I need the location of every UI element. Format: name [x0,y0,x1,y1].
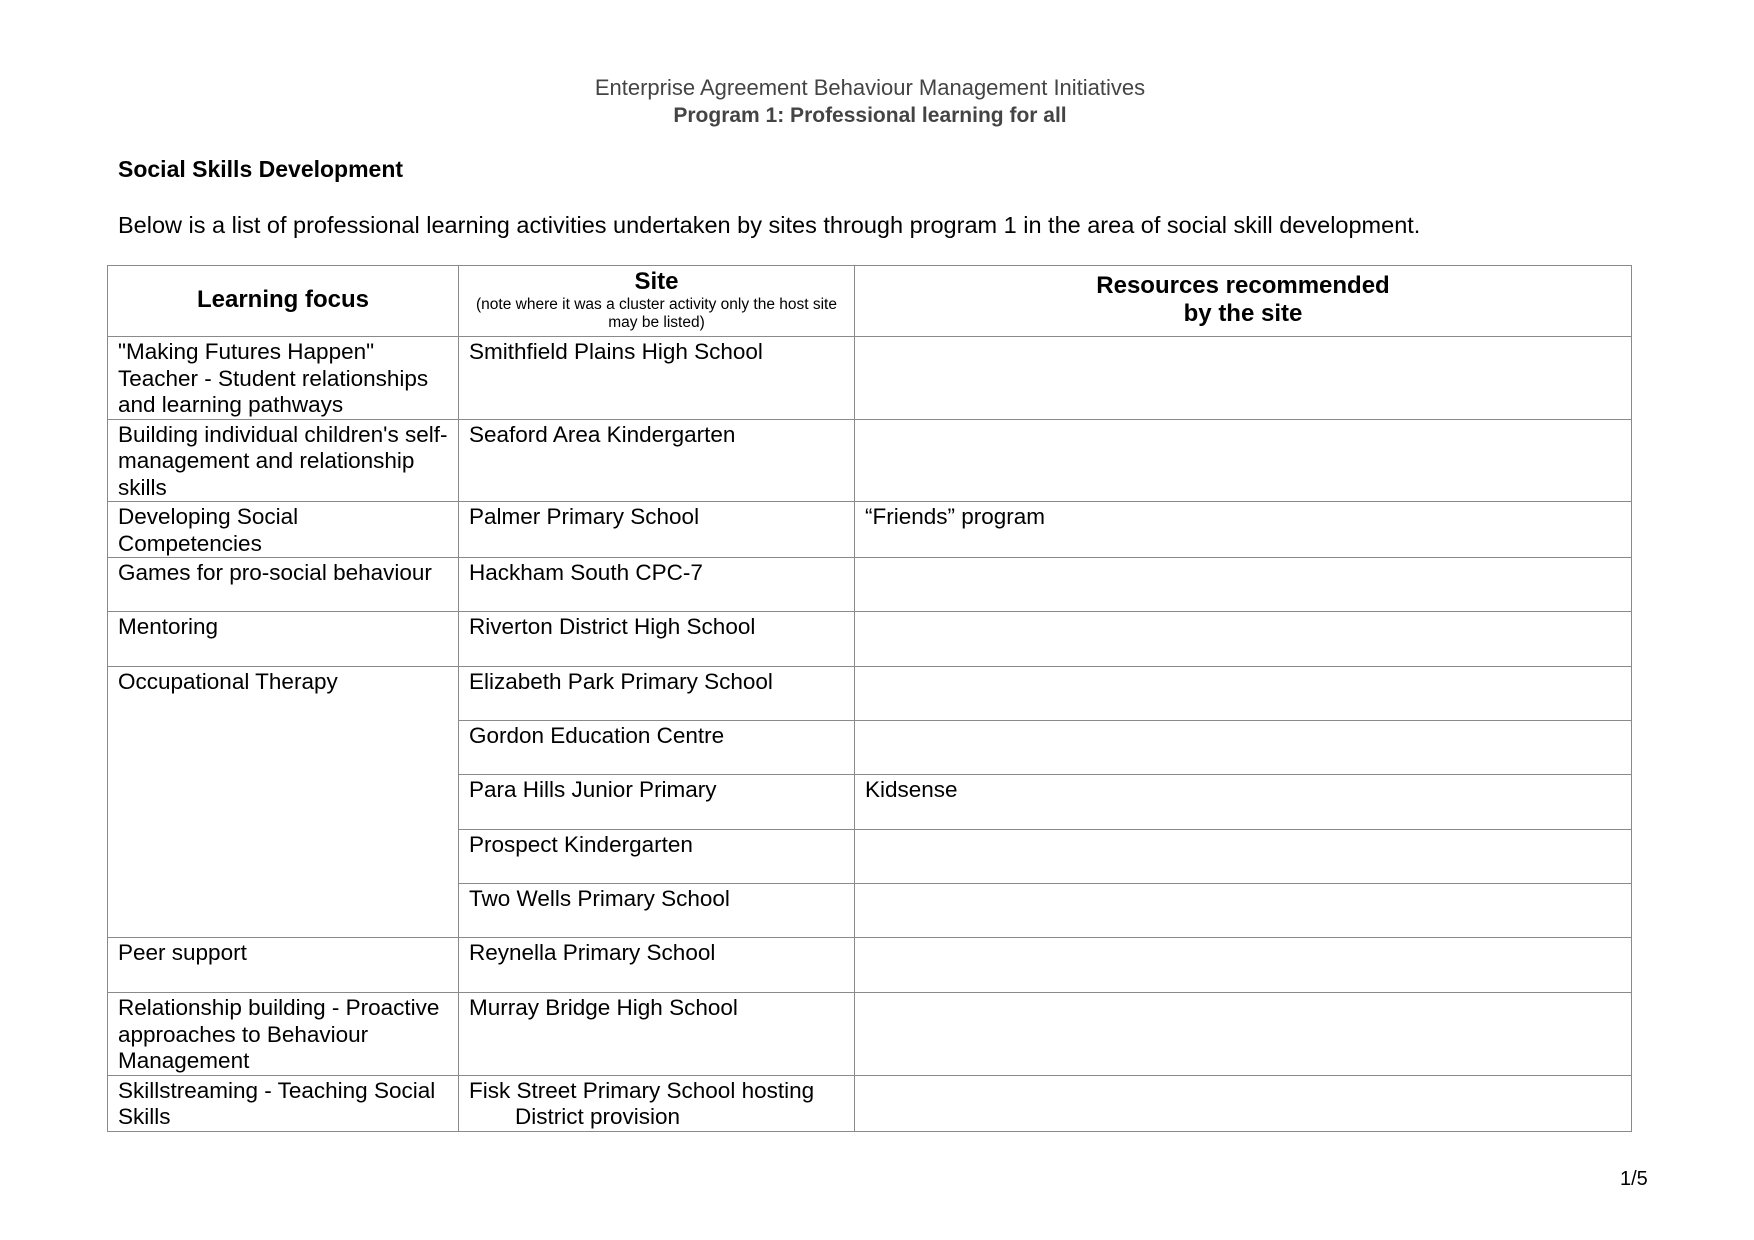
table-row [108,993,1632,1076]
focus-cell: Relationship building - Proactive approaches to Behaviour Management [108,993,459,1076]
resources-cell [855,612,1632,667]
focus-cell: Occupational Therapy [108,667,459,938]
site-cell: Smithfield Plains High School [459,337,855,420]
header-site [459,266,855,337]
document-header [0,74,1754,129]
site-cell: Hackham South CPC-7 [459,558,855,612]
site-cell: Seaford Area Kindergarten [459,419,855,502]
resources-cell [855,938,1632,993]
site-cell: Palmer Primary School [459,502,855,558]
site-cell: Para Hills Junior Primary [459,775,855,830]
header-resources: Resources recommended by the site [855,266,1632,337]
header-site-label: Site [634,268,679,295]
site-cell: Riverton District High School [459,612,855,667]
site-cell: Two Wells Primary School [459,884,855,938]
resources-cell [855,558,1632,612]
site-cell: Reynella Primary School [459,938,855,993]
focus-cell: Mentoring [108,612,459,667]
table-row [108,502,1632,558]
focus-cell: Games for pro-social behaviour [108,558,459,612]
resources-cell [855,830,1632,884]
resources-cell [855,667,1632,721]
table-row [108,419,1632,502]
header-title: Enterprise Agreement Behaviour Management Initiatives [594,75,1146,100]
table-row [108,612,1632,667]
resources-cell [855,419,1632,502]
site-cell [459,1075,855,1131]
page-number: 1/5 [1620,1168,1648,1190]
site-cell: Gordon Education Centre [459,721,855,775]
table-row [108,667,1632,721]
header-site-note: (note where it was a cluster activity only the host site may be listed) [476,296,837,331]
site-cell-line2: District provision [515,1104,681,1129]
focus-cell: Building individual children's self-management and relationship skills [108,419,459,502]
table-row [108,1075,1632,1131]
site-cell-line1: Fisk Street Primary School hosting [469,1077,815,1103]
table-row [108,558,1632,612]
site-cell: Murray Bridge High School [459,993,855,1076]
resources-cell [855,1075,1632,1131]
site-cell: Prospect Kindergarten [459,830,855,884]
table-header-row [108,266,1632,337]
resources-cell [855,721,1632,775]
site-cell: Elizabeth Park Primary School [459,667,855,721]
header-subtitle: Program 1: Professional learning for all [673,104,1067,127]
focus-cell: "Making Futures Happen" Teacher - Student relationships and learning pathways [108,337,459,420]
table-row [108,938,1632,993]
focus-cell: Developing Social Competencies [108,502,459,558]
resources-cell: Kidsense [855,775,1632,830]
section-title: Social Skills Development [118,156,404,182]
table-row [108,337,1632,420]
activities-table [107,265,1632,1132]
focus-cell: Skillstreaming - Teaching Social Skills [108,1075,459,1131]
resources-cell [855,337,1632,420]
focus-cell: Peer support [108,938,459,993]
resources-cell [855,993,1632,1076]
header-learning-focus: Learning focus [108,266,459,337]
intro-paragraph: Below is a list of professional learning activities undertaken by sites through program 1 in the area of social skill development. [118,212,1421,238]
resources-cell [855,884,1632,938]
resources-cell: “Friends” program [855,502,1632,558]
